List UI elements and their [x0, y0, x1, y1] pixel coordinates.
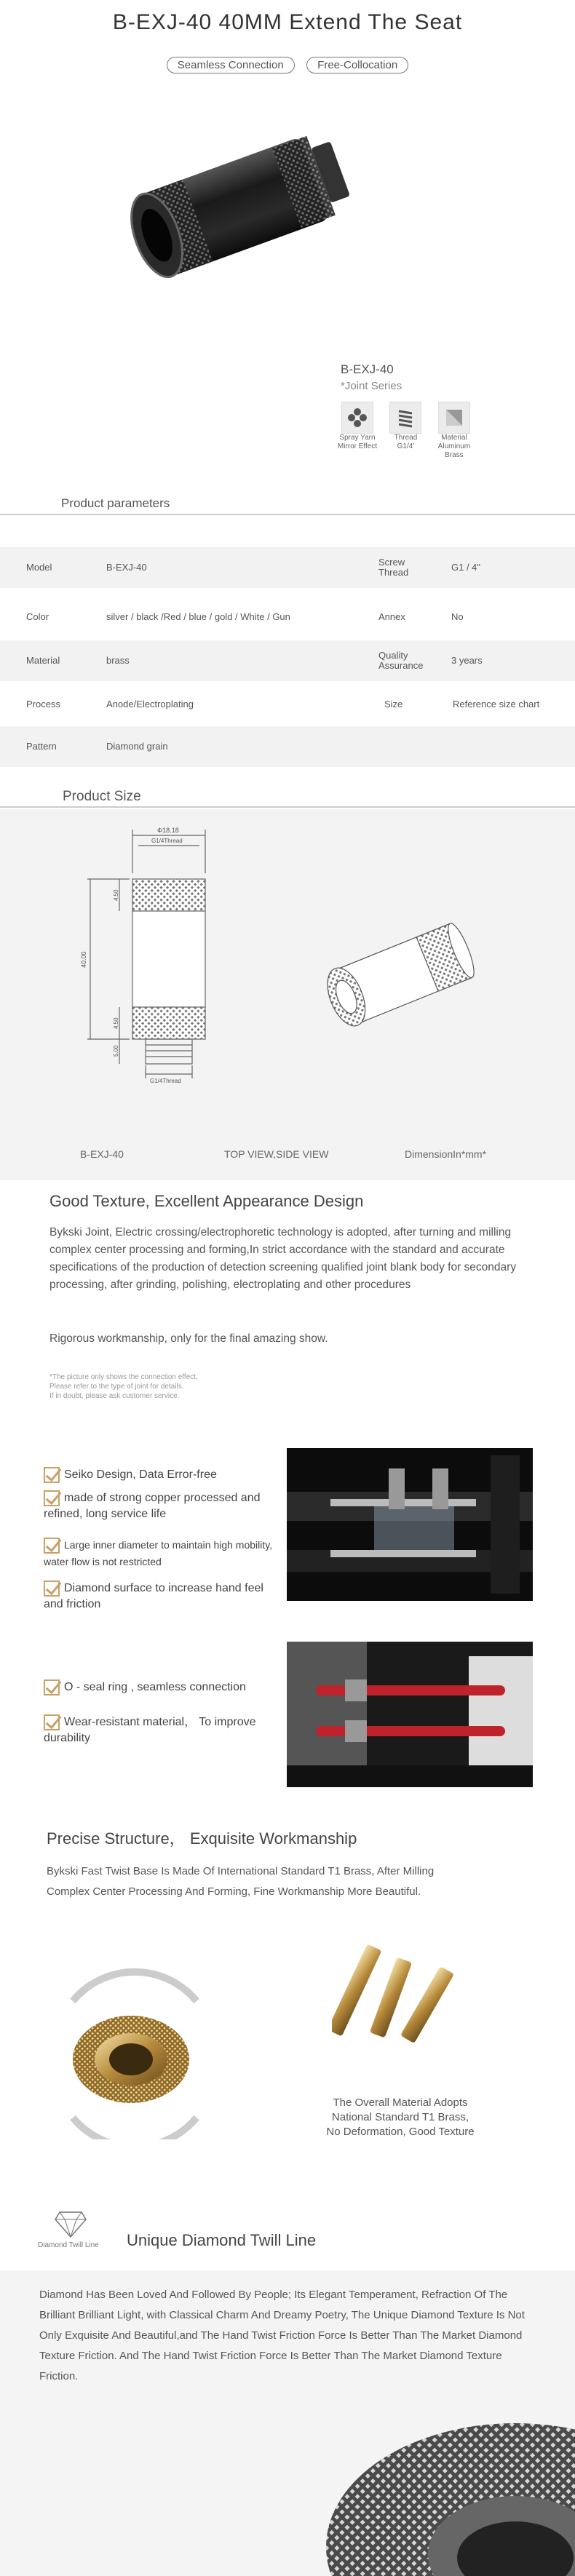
bullet-text: Diamond surface to increase hand feel and friction — [44, 1582, 263, 1611]
aluminum-block-icon — [438, 402, 470, 434]
param-key: Color — [26, 611, 49, 622]
param-key: Size — [384, 699, 403, 709]
bullet-diameter — [44, 1537, 291, 1570]
check-icon — [44, 1714, 60, 1730]
installation-photo-1 — [287, 1448, 533, 1601]
params-row-model — [0, 547, 575, 588]
brass-rods-image — [332, 1936, 463, 2052]
size-caption-model: B-EXJ-40 — [80, 1148, 124, 1160]
param-key: Material — [26, 655, 60, 666]
hero-fitting-image — [109, 82, 371, 336]
product-model-label: B-EXJ-40 — [341, 362, 394, 376]
page-title: B-EXJ-40 40MM Extend The Seat — [112, 10, 463, 34]
flower-icon — [341, 402, 373, 434]
bullet-text: Large inner diameter to maintain high mobility, water flow is not restricted — [44, 1539, 273, 1568]
param-value: No — [451, 611, 464, 622]
diamond-paragraph: Diamond Has Been Loved And Followed By People; Its Elegant Temperament, Refraction Of The Brilliant Brilliant Light, with Classical Charm And Dreamy Poetry, The Unique Diamond Texture Is Not Only Exquisite And Beautiful,and The Hand Twist Friction Force Is Better Than The Market Diamond Texture Friction. And The Hand Twist Friction Force Is Better Than The Market Diamond Texture Friction. — [39, 2289, 525, 2382]
feature-spray — [336, 402, 378, 451]
bullet-text: O - seal ring , seamless connection — [64, 1681, 246, 1694]
check-icon — [44, 1490, 60, 1506]
param-value: silver / black /Red / blue / gold / White / Gun — [106, 611, 290, 622]
feature-material-label: Material Aluminum Brass — [437, 434, 471, 459]
size-heading: Product Size — [63, 789, 141, 804]
bullet-text: Wear-resistant material， To improve durability — [44, 1716, 256, 1745]
params-divider — [0, 514, 575, 515]
diamond-logo-text: Diamond Twill Line — [38, 2241, 99, 2249]
param-value: Diamond grain — [106, 741, 168, 752]
size-drawing — [66, 815, 306, 1157]
param-value: brass — [106, 655, 130, 666]
dim-a: 4.50 — [113, 889, 119, 901]
params-row-process — [0, 684, 575, 725]
tag-row — [0, 57, 575, 73]
param-key: Model — [26, 562, 52, 573]
param-value: 3 years — [451, 655, 483, 666]
texture-paragraph: Bykski Joint, Electric crossing/electrophoretic technology is adopted, after turning and milling complex center processing and forming,In strict accordance with the standard and accurate specifications of the production of detection screening qualified joint blank body for secondary processing, after grinding, polishing, electroplating and other procedures — [49, 1226, 517, 1291]
size-caption-view: TOP VIEW,SIDE VIEW — [224, 1148, 329, 1160]
texture-title: Good Texture, Excellent Appearance Design — [49, 1192, 364, 1210]
feature-material — [433, 402, 475, 460]
bullet-oring — [44, 1679, 246, 1696]
size-caption-unit: DimensionIn*mm* — [405, 1148, 487, 1160]
params-row-pattern — [0, 726, 575, 767]
precise-caption — [291, 2096, 509, 2139]
diamond-title: Unique Diamond Twill Line — [127, 2231, 317, 2249]
param-value: Anode/Electroplating — [106, 699, 194, 709]
dim-b: 4.50 — [113, 1017, 119, 1029]
texture-note — [49, 1372, 198, 1401]
bullet-text: Seiko Design, Data Error-free — [64, 1468, 217, 1482]
bullet-wear — [44, 1714, 262, 1746]
dim-thread-bottom: G1/4Thread — [150, 1078, 181, 1084]
tag-free-collocation: Free-Collocation — [306, 57, 408, 73]
check-icon — [44, 1581, 60, 1597]
param-key: Pattern — [26, 741, 57, 752]
gold-fitting-image — [44, 1957, 226, 2139]
dim-c: 5.00 — [113, 1045, 119, 1057]
check-icon — [44, 1467, 60, 1483]
product-series-label: *Joint Series — [341, 380, 402, 392]
note-line: Please refer to the type of joint for details. — [49, 1383, 184, 1391]
bullet-diamond — [44, 1581, 277, 1613]
check-icon — [44, 1679, 60, 1696]
precise-paragraph: Bykski Fast Twist Base Is Made Of International Standard T1 Brass, After Milling Complex Center Processing And Forming, Fine Workmanship More Beautiful. — [47, 1865, 435, 1898]
dim-length: 40.00 — [80, 951, 87, 968]
bullet-copper — [44, 1490, 291, 1522]
param-value: G1 / 4" — [451, 562, 481, 573]
installation-photo-2 — [287, 1642, 533, 1787]
note-line: If in doubt, please ask customer service. — [49, 1392, 180, 1400]
tag-seamless: Seamless Connection — [167, 57, 295, 73]
feature-thread-label: Thread G1/4' — [394, 434, 418, 450]
feature-thread — [384, 402, 427, 451]
diamond-icon — [54, 2209, 87, 2238]
param-key: Quality Assurance — [378, 650, 424, 671]
param-key: Process — [26, 699, 60, 709]
precise-title: Precise Structure， Exquisite Workmanship — [47, 1829, 357, 1848]
note-line: *The picture only shows the connection effect, — [49, 1373, 198, 1381]
bullet-seiko — [44, 1467, 217, 1483]
caption-line: No Deformation, Good Texture — [326, 2126, 475, 2138]
dim-thread-top: G1/4Thread — [151, 838, 183, 844]
param-key: Screw Thread — [378, 557, 409, 578]
param-key: Annex — [378, 611, 405, 622]
params-row-color — [0, 597, 575, 637]
caption-line: The Overall Material Adopts — [333, 2096, 468, 2109]
caption-line: National Standard T1 Brass, — [331, 2111, 469, 2123]
params-heading: Product parameters — [61, 496, 170, 510]
bullet-text: made of strong copper processed and refined, long service life — [44, 1492, 261, 1521]
perspective-sketch — [306, 902, 495, 1048]
thread-icon — [389, 402, 421, 434]
feature-spray-label: Spray Yarn Mirror Effect — [337, 434, 378, 450]
feature-icons — [336, 402, 478, 460]
size-divider — [0, 806, 575, 808]
texture-paragraph-2: Rigorous workmanship, only for the final amazing show. — [49, 1332, 328, 1345]
params-row-material — [0, 640, 575, 681]
check-icon — [44, 1538, 60, 1554]
silver-fitting-closeup — [275, 2401, 575, 2576]
dim-diameter: Φ18.18 — [157, 827, 179, 834]
param-value: B-EXJ-40 — [106, 562, 147, 573]
param-value: Reference size chart — [453, 699, 540, 709]
